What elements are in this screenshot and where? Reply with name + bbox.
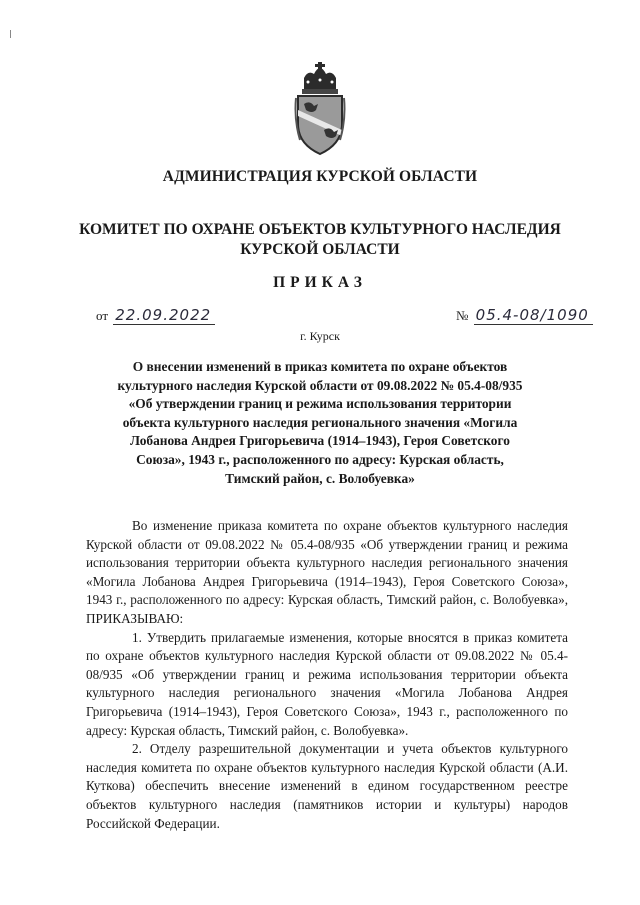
- heading-line: Тимский район, с. Волобуевка»: [225, 470, 415, 486]
- coat-of-arms-icon: [294, 60, 346, 156]
- heading-line: Лобанова Андрея Григорьевича (1914–1943), Героя Советского: [130, 433, 510, 449]
- heading-line: О внесении изменений в приказ комитета по охране объектов: [132, 359, 508, 374]
- order-number: [456, 306, 593, 325]
- committee-title: [60, 220, 580, 260]
- date-prefix: от: [96, 308, 109, 323]
- body-paragraph: 1. Утвердить прилагаемые изменения, которые вносятся в приказ комитета по охране объектов культурного наследия Курской области от 09.08.2022 № 05.4-08/935 «Об утверждении границ и режима использования территории объекта культурного наследия регионального значения «Могила Лобанова Андрея Григорьевича (1914–1943), Героя Советского Союза», 1943 г., расположенного по адресу: Курская область, Тимский район, с. Волобуевка».: [86, 629, 568, 738]
- heading-line: объекта культурного наследия регионального значения «Могила: [122, 414, 518, 430]
- number-prefix: №: [456, 308, 469, 323]
- heading-line: культурного наследия Курской области от 09.08.2022 № 05.4-08/935: [117, 377, 523, 393]
- administration-title: АДМИНИСТРАЦИЯ КУРСКОЙ ОБЛАСТИ: [162, 168, 478, 185]
- committee-title-line: КУРСКОЙ ОБЛАСТИ: [240, 241, 400, 258]
- body-paragraph: 2. Отделу разрешительной документации и учета объектов культурного наследия комитета по охране объектов культурного наследия Курской области (А.И. Куткова) обеспечить внесение изменений в едином государственном реестре объектов культурного наследия (памятников истории и культуры) народов Российской Федерации.: [86, 741, 568, 831]
- order-heading: [90, 358, 550, 488]
- scan-mark: [10, 30, 11, 38]
- handwritten-date: 22.09.2022: [113, 306, 215, 325]
- order-date: [96, 306, 215, 325]
- order-title: ПРИКАЗ: [273, 274, 367, 291]
- handwritten-number: 05.4-08/1090: [474, 306, 593, 325]
- order-body: [86, 517, 568, 833]
- city-label: г. Курск: [300, 329, 340, 343]
- heading-line: Союза», 1943 г., расположенного по адресу: Курская область,: [136, 451, 504, 467]
- heading-line: «Об утверждении границ и режима использования территории: [128, 396, 512, 412]
- committee-title-line: КОМИТЕТ ПО ОХРАНЕ ОБЪЕКТОВ КУЛЬТУРНОГО НАСЛЕДИЯ: [79, 221, 561, 238]
- body-paragraph: Во изменение приказа комитета по охране объектов культурного наследия Курской области от 09.08.2022 № 05.4-08/935 «Об утверждении границ и режима использования территории объекта культурного наследия регионального значения «Могила Лобанова Андрея Григорьевича (1914–1943), Героя Советского Союза», 1943 г., расположенного по адресу: Курская область, Тимский район, с. Волобуевка», ПРИКАЗЫВАЮ:: [86, 518, 568, 626]
